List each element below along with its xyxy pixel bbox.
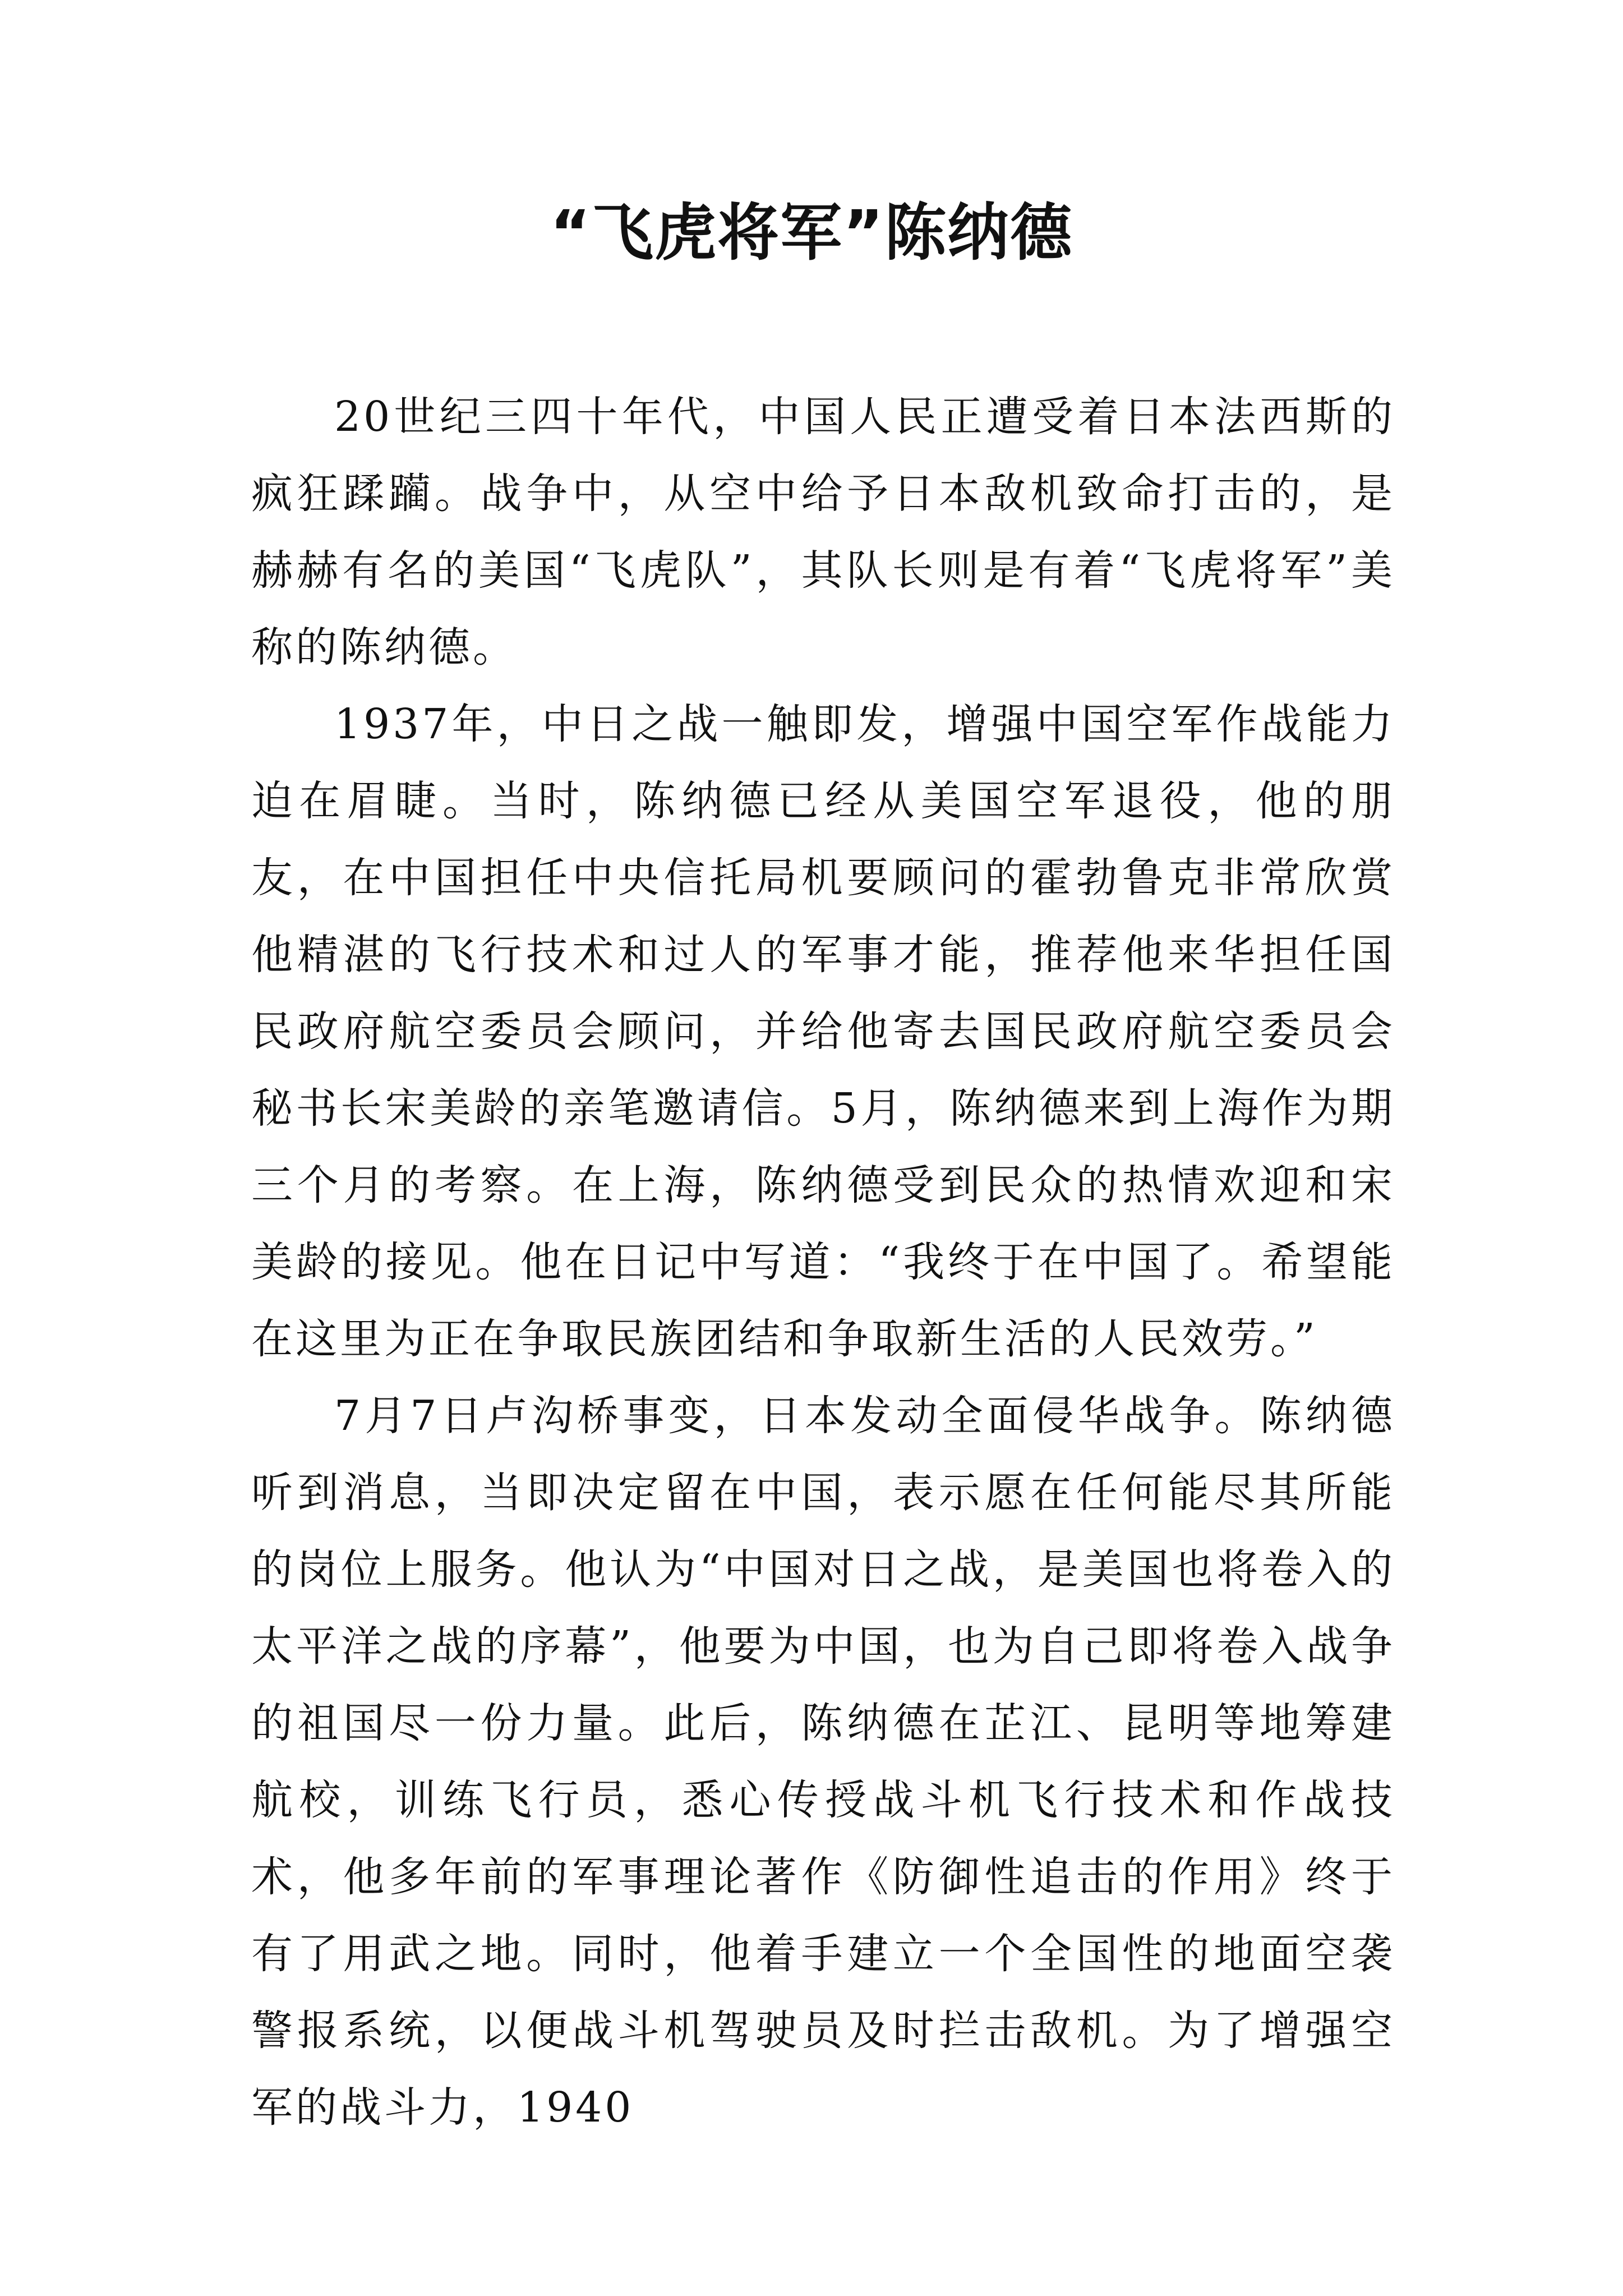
document-body	[251, 379, 1395, 2146]
paragraph-1: 20世纪三四十年代，中国人民正遭受着日本法西斯的疯狂蹂躏。战争中，从空中给予日本敌机致命打击的，是赫赫有名的美国“飞虎队”，其队长则是有着“飞虎将军”美称的陈纳德。	[251, 393, 1395, 671]
paragraph-2: 1937年，中日之战一触即发，增强中国空军作战能力迫在眉睫。当时，陈纳德已经从美国空军退役，他的朋友，在中国担任中央信托局机要顾问的霍勃鲁克非常欣赏他精湛的飞行技术和过人的军事才能，推荐他来华担任国民政府航空委员会顾问，并给他寄去国民政府航空委员会秘书长宋美龄的亲笔邀请信。5月，陈纳德来到上海作为期三个月的考察。在上海，陈纳德受到民众的热情欢迎和宋美龄的接见。他在日记中写道：“我终于在中国了。希望能在这里为正在争取民族团结和争取新生活的人民效劳。”	[251, 700, 1395, 1363]
document-title: “飞虎将军”陈纳德	[550, 197, 1073, 269]
paragraph-3: 7月7日卢沟桥事变，日本发动全面侵华战争。陈纳德听到消息，当即决定留在中国，表示愿在任何能尽其所能的岗位上服务。他认为“中国对日之战，是美国也将卷入的太平洋之战的序幕”，他要为中国，也为自己即将卷入战争的祖国尽一份力量。此后，陈纳德在芷江、昆明等地筹建航校，训练飞行员，悉心传授战斗机飞行技术和作战技术，他多年前的军事理论著作《防御性追击的作用》终于有了用武之地。同时，他着手建立一个全国性的地面空袭警报系统，以便战斗机驾驶员及时拦击敌机。为了增强空军的战斗力，1940	[251, 1392, 1395, 2132]
